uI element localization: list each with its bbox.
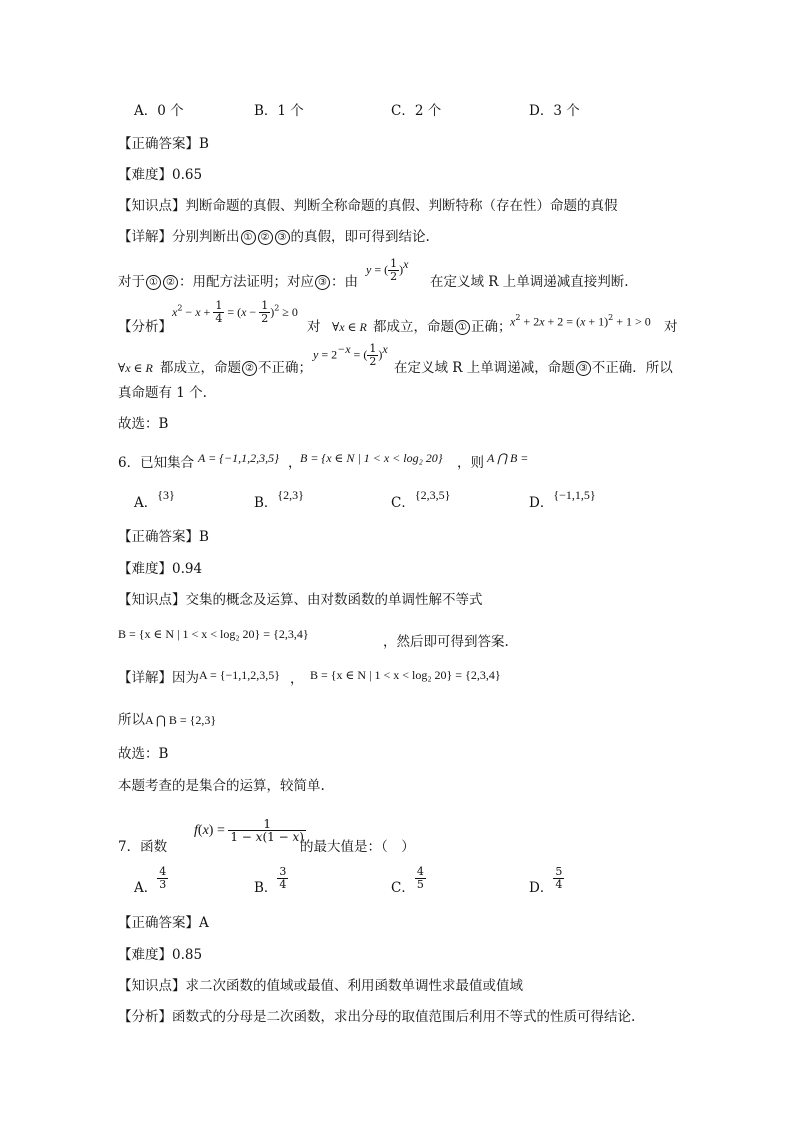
circle-1: ① bbox=[146, 275, 161, 290]
q7-option-b-den: 4 bbox=[279, 878, 287, 891]
q6-option-b-value: {2,3} bbox=[277, 488, 304, 502]
q5-option-c: C．2 个 bbox=[391, 103, 442, 119]
q6-stem-pre: 6．已知集合 bbox=[118, 455, 195, 471]
q5-option-a: A．0 个 bbox=[134, 103, 184, 119]
q6-set-b-text: B = {x ∈ N | 1 < x < log₂ 20} bbox=[300, 451, 443, 465]
q6-intersection-text: A ⋂ B = bbox=[487, 451, 529, 465]
q5-difficulty-label: 【难度】 bbox=[118, 167, 172, 183]
q5-analysis2-b: 不正确； bbox=[258, 360, 312, 376]
q5-analysis2-c: 在定义域 R 上单调递减，命题 bbox=[394, 360, 575, 376]
q7-option-a bbox=[134, 866, 168, 897]
q6-knowledge-label: 【知识点】 bbox=[118, 592, 186, 608]
q5-line2-a: 对于 bbox=[118, 274, 145, 290]
circle-2: ② bbox=[258, 230, 273, 245]
circle-2: ② bbox=[242, 361, 257, 376]
circle-1: ① bbox=[241, 230, 256, 245]
q7-option-a-den: 3 bbox=[159, 878, 167, 891]
q7-option-d-den: 4 bbox=[555, 878, 563, 891]
q5-line2 bbox=[118, 273, 358, 291]
q6-knowledge bbox=[118, 591, 483, 609]
q7-answer-value: A bbox=[199, 915, 209, 931]
q5-analysis-a: 对 bbox=[307, 319, 321, 335]
q7-answer bbox=[118, 914, 209, 932]
q7-option-a-num: 4 bbox=[159, 865, 167, 878]
q6-option-b-label: B． bbox=[254, 495, 278, 511]
q7-stem-post: 的最大值是：（ ） bbox=[300, 839, 415, 855]
q7-analysis bbox=[118, 1008, 635, 1026]
q5-quadratic-formula-2: $x^2 + 2x + 2 = (x + 1)^2 + 1 > 0$ bbox=[510, 313, 651, 329]
q6-answer bbox=[118, 528, 209, 546]
q7-option-b-label: B． bbox=[254, 880, 278, 896]
q7-option-c-den: 5 bbox=[416, 878, 424, 891]
q7-analysis-label: 【分析】 bbox=[118, 1009, 172, 1025]
q6-option-c bbox=[391, 488, 451, 512]
q7-stem-pre: 7．函数 bbox=[118, 839, 168, 855]
q6-option-a-label: A． bbox=[134, 495, 158, 511]
q6-option-b bbox=[254, 488, 304, 512]
q5-analysis2-tail bbox=[394, 359, 673, 377]
q5-analysis-b: 都成立，命题 bbox=[373, 319, 454, 335]
q5-option-b: B．1 个 bbox=[254, 103, 304, 119]
q6-detail-set-a-text: A = {−1,1,2,3,5} bbox=[199, 668, 281, 682]
q5-analysis-label: 【分析】 bbox=[118, 319, 172, 335]
q6-intersection bbox=[487, 450, 528, 466]
q6-stem-post: ，则 bbox=[457, 455, 484, 471]
q6-remark: 本题考查的是集合的运算，较简单. bbox=[118, 778, 325, 794]
q7-option-d bbox=[529, 866, 564, 897]
q7-knowledge-text: 求二次函数的值域或最值、利用函数单调性求最值或值域 bbox=[185, 978, 523, 994]
q6-detail-mid: ， bbox=[290, 671, 304, 687]
q5-answer-label: 【正确答案】 bbox=[118, 136, 199, 152]
q7-answer-label: 【正确答案】 bbox=[118, 915, 199, 931]
q5-difficulty-value: 0.65 bbox=[172, 167, 203, 183]
q6-stem-mid: ， bbox=[288, 455, 302, 471]
q7-knowledge bbox=[118, 977, 523, 995]
q5-answer bbox=[118, 135, 209, 153]
q6-answer-value: B bbox=[199, 529, 209, 545]
q5-detail bbox=[118, 228, 430, 246]
q6-difficulty bbox=[118, 560, 202, 578]
q6-stem bbox=[118, 454, 194, 472]
q6-so bbox=[118, 711, 216, 729]
q6-analysis-expr: B = {x ∈ N | 1 < x < log₂ 20} = {2,3,4} bbox=[118, 627, 309, 641]
q5-knowledge-label: 【知识点】 bbox=[118, 198, 186, 214]
q5-exponential-formula-1: y = ( $\frac{1}{2}$ )$^x$ bbox=[366, 256, 409, 283]
q7-difficulty-label: 【难度】 bbox=[118, 947, 172, 963]
q5-choose: 故选：B bbox=[118, 416, 169, 432]
q6-analysis-text: ，然后即可得到答案. bbox=[383, 634, 509, 650]
q6-difficulty-value: 0.94 bbox=[172, 561, 203, 577]
q5-line2-c: ：由 bbox=[331, 274, 358, 290]
q7-option-b bbox=[254, 866, 288, 897]
q7-option-b-num: 3 bbox=[279, 865, 287, 878]
q7-option-d-label: D． bbox=[529, 880, 554, 896]
q5-knowledge bbox=[118, 197, 618, 215]
q6-option-d-label: D． bbox=[529, 495, 554, 511]
q6-detail-set-a bbox=[199, 667, 280, 683]
circle-3: ③ bbox=[315, 275, 330, 290]
q6-option-d-value: {−1,1,5} bbox=[553, 488, 596, 502]
q7-option-d-num: 5 bbox=[555, 865, 563, 878]
q7-option-c bbox=[391, 866, 426, 897]
q7-analysis-text: 函数式的分母是二次函数，求出分母的取值范围后利用不等式的性质可得结论. bbox=[172, 1009, 636, 1025]
q5-line2-b: ：用配方法证明；对应 bbox=[179, 274, 314, 290]
q7-option-c-num: 4 bbox=[416, 865, 424, 878]
circle-1: ① bbox=[455, 320, 470, 335]
q5-quadratic-formula: $x^2 - x$ + $\frac{1}{4}$ = (x − $\frac{1}{2}$ )$^2$ ≥ 0 bbox=[172, 299, 298, 325]
q5-analysis2-a: 都成立，命题 bbox=[160, 360, 241, 376]
q6-detail-set-b bbox=[310, 667, 501, 683]
q5-forall-2: ∀x ∈ R bbox=[118, 361, 153, 375]
q5-option-d: D．3 个 bbox=[529, 103, 580, 119]
q6-detail-pre: 因为 bbox=[172, 670, 199, 686]
q6-detail-set-b-text: B = {x ∈ N | 1 < x < log₂ 20} = {2,3,4} bbox=[310, 668, 501, 682]
q7-option-c-label: C． bbox=[391, 880, 415, 896]
circle-3: ③ bbox=[576, 361, 591, 376]
q6-option-c-value: {2,3,5} bbox=[414, 488, 451, 502]
q7-function-formula: f(x) = $\frac{1}{1 - x(1 - x)}$ bbox=[194, 817, 304, 844]
q6-option-a bbox=[134, 488, 175, 512]
q5-analysis-d: 对 bbox=[664, 319, 678, 335]
q7-difficulty bbox=[118, 946, 202, 964]
q5-exponential-formula-2: $y = 2^{-x}$ = ( $\frac{1}{2}$ )$^x$ bbox=[313, 341, 388, 368]
q5-analysis2-d: 不正确．所以 bbox=[591, 360, 673, 376]
circle-2: ② bbox=[163, 275, 178, 290]
q5-line2-d: 在定义域 R 上单调递减直接判断. bbox=[430, 274, 629, 290]
q5-analysis2-group bbox=[160, 359, 312, 377]
q6-so-pre: 所以 bbox=[118, 712, 145, 728]
q6-detail bbox=[118, 669, 199, 687]
q6-option-a-value: {3} bbox=[157, 488, 175, 502]
q5-forall-1: ∀x ∈ R bbox=[332, 320, 367, 334]
q7-difficulty-value: 0.85 bbox=[172, 947, 203, 963]
q5-analysis-c: 正确； bbox=[471, 319, 512, 335]
q6-difficulty-label: 【难度】 bbox=[118, 561, 172, 577]
q6-set-a-text: A = {−1,1,2,3,5} bbox=[198, 451, 279, 465]
q6-set-a bbox=[198, 450, 279, 466]
q7-knowledge-label: 【知识点】 bbox=[118, 978, 186, 994]
q6-analysis bbox=[118, 625, 309, 643]
circle-3: ③ bbox=[275, 230, 290, 245]
q5-analysis-b-group bbox=[373, 318, 512, 336]
q5-detail-label: 【详解】 bbox=[118, 229, 172, 245]
q6-so-expr: A ⋂ B = {2,3} bbox=[145, 713, 217, 727]
q5-answer-value: B bbox=[199, 136, 209, 152]
q7-option-a-label: A． bbox=[134, 880, 158, 896]
q5-difficulty bbox=[118, 166, 202, 184]
q5-analysis3: 真命题有 1 个. bbox=[118, 385, 207, 401]
q6-answer-label: 【正确答案】 bbox=[118, 529, 199, 545]
q6-choose: 故选：B bbox=[118, 746, 169, 762]
q6-detail-label: 【详解】 bbox=[118, 670, 172, 686]
q6-option-d bbox=[529, 488, 596, 512]
q5-detail-pre: 分别判断出 bbox=[172, 229, 240, 245]
q6-option-c-label: C． bbox=[391, 495, 415, 511]
q6-set-b bbox=[300, 450, 443, 466]
q5-detail-post: 的真假，即可得到结论. bbox=[290, 229, 430, 245]
q6-knowledge-text: 交集的概念及运算、由对数函数的单调性解不等式 bbox=[185, 592, 483, 608]
q5-knowledge-text: 判断命题的真假、判断全称命题的真假、判断特称（存在性）命题的真假 bbox=[185, 198, 618, 214]
